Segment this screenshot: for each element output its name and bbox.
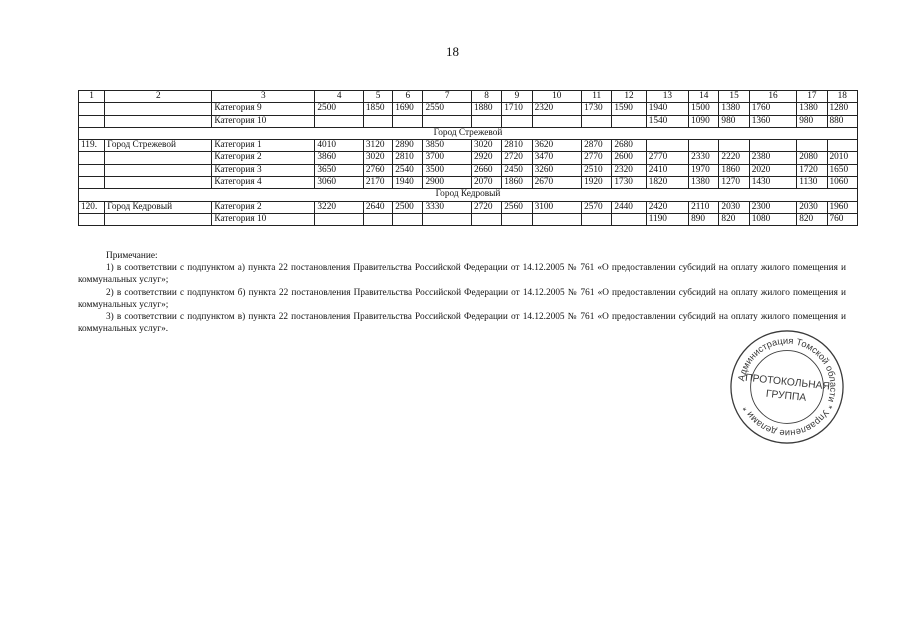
value-cell: 2670 [532, 177, 582, 189]
value-cell: 3220 [315, 201, 363, 213]
value-cell: 2600 [612, 152, 646, 164]
value-cell: 3850 [423, 140, 471, 152]
value-cell: 2320 [612, 164, 646, 176]
value-cell: 1280 [827, 103, 858, 115]
value-cell: 1380 [689, 177, 719, 189]
value-cell: 2500 [315, 103, 363, 115]
category-cell: Категория 4 [212, 177, 315, 189]
row-number-cell: 120. [79, 201, 105, 213]
value-cell: 2410 [646, 164, 688, 176]
value-cell [471, 115, 501, 127]
value-cell: 1130 [797, 177, 827, 189]
value-cell [363, 213, 392, 225]
value-cell: 2810 [393, 152, 423, 164]
value-cell: 1430 [749, 177, 796, 189]
value-cell: 2320 [532, 103, 582, 115]
value-cell: 1850 [363, 103, 392, 115]
value-cell: 2420 [646, 201, 688, 213]
value-cell: 3020 [363, 152, 392, 164]
value-cell: 3860 [315, 152, 363, 164]
note-item-3: 3) в соответствии с подпунктом в) пункта 22 постановления Правительства Российской Федерации от 14.12.2005 № 761 «О предоставлении субсидий на оплату жилого помещения и коммунальных услуг». [78, 312, 846, 335]
column-header-16: 16 [749, 91, 796, 103]
table-row [79, 115, 858, 127]
stamp-center-line-1: ПРОТОКОЛЬНАЯ [744, 372, 831, 393]
value-cell: 2890 [393, 140, 423, 152]
column-header-10: 10 [532, 91, 582, 103]
value-cell: 1690 [393, 103, 423, 115]
category-cell: Категория 2 [212, 201, 315, 213]
column-header-5: 5 [363, 91, 392, 103]
notes-block [78, 250, 846, 335]
value-cell: 2810 [502, 140, 532, 152]
table-row [79, 213, 858, 225]
value-cell: 2030 [797, 201, 827, 213]
value-cell [646, 140, 688, 152]
value-cell [423, 115, 471, 127]
value-cell: 4010 [315, 140, 363, 152]
value-cell: 2770 [582, 152, 612, 164]
row-number-cell [79, 115, 105, 127]
value-cell: 2330 [689, 152, 719, 164]
value-cell [471, 213, 501, 225]
value-cell: 2110 [689, 201, 719, 213]
value-cell: 820 [719, 213, 749, 225]
value-cell: 2900 [423, 177, 471, 189]
value-cell: 2080 [797, 152, 827, 164]
value-cell [719, 140, 749, 152]
value-cell: 2170 [363, 177, 392, 189]
value-cell [423, 213, 471, 225]
table-body [79, 91, 858, 226]
value-cell: 1270 [719, 177, 749, 189]
table-row [79, 140, 858, 152]
value-cell: 3120 [363, 140, 392, 152]
value-cell: 2770 [646, 152, 688, 164]
value-cell: 1190 [646, 213, 688, 225]
value-cell: 2220 [719, 152, 749, 164]
column-header-13: 13 [646, 91, 688, 103]
value-cell: 2720 [471, 201, 501, 213]
table-row [79, 103, 858, 115]
value-cell: 3500 [423, 164, 471, 176]
row-number-cell [79, 152, 105, 164]
value-cell: 2680 [612, 140, 646, 152]
value-cell: 1820 [646, 177, 688, 189]
column-header-7: 7 [423, 91, 471, 103]
table-row [79, 177, 858, 189]
municipality-cell [105, 103, 212, 115]
value-cell: 2030 [719, 201, 749, 213]
value-cell: 2560 [502, 201, 532, 213]
value-cell [502, 213, 532, 225]
table-row [79, 152, 858, 164]
row-number-cell [79, 164, 105, 176]
value-cell: 3650 [315, 164, 363, 176]
value-cell [827, 140, 858, 152]
column-header-3: 3 [212, 91, 315, 103]
value-cell: 3100 [532, 201, 582, 213]
value-cell: 2640 [363, 201, 392, 213]
value-cell: 2870 [582, 140, 612, 152]
municipality-cell [105, 164, 212, 176]
row-number-cell: 119. [79, 140, 105, 152]
value-cell [363, 115, 392, 127]
column-header-11: 11 [582, 91, 612, 103]
value-cell: 1060 [827, 177, 858, 189]
value-cell: 3700 [423, 152, 471, 164]
category-cell: Категория 10 [212, 213, 315, 225]
value-cell [582, 213, 612, 225]
table-row [79, 164, 858, 176]
value-cell: 2570 [582, 201, 612, 213]
column-header-9: 9 [502, 91, 532, 103]
table-row [79, 201, 858, 213]
value-cell: 3470 [532, 152, 582, 164]
category-cell: Категория 1 [212, 140, 315, 152]
value-cell [612, 213, 646, 225]
value-cell [797, 140, 827, 152]
row-number-cell [79, 177, 105, 189]
value-cell: 1920 [582, 177, 612, 189]
value-cell [612, 115, 646, 127]
value-cell: 1380 [719, 103, 749, 115]
value-cell: 2010 [827, 152, 858, 164]
value-cell: 1500 [689, 103, 719, 115]
notes-title: Примечание: [106, 251, 158, 261]
value-cell: 3330 [423, 201, 471, 213]
value-cell: 2720 [502, 152, 532, 164]
row-number-cell [79, 103, 105, 115]
section-heading: Город Стрежевой [79, 127, 858, 139]
value-cell: 3260 [532, 164, 582, 176]
note-item-1: 1) в соответствии с подпунктом а) пункта 22 постановления Правительства Российской Федерации от 14.12.2005 № 761 «О предоставлении субсидий на оплату жилого помещения и коммунальных услуг»; [78, 263, 846, 286]
column-number-header-row [79, 91, 858, 103]
value-cell: 880 [827, 115, 858, 127]
value-cell [689, 140, 719, 152]
value-cell: 1730 [582, 103, 612, 115]
value-cell: 2070 [471, 177, 501, 189]
value-cell: 2020 [749, 164, 796, 176]
value-cell [532, 115, 582, 127]
municipality-cell [105, 213, 212, 225]
value-cell [582, 115, 612, 127]
value-cell: 1720 [797, 164, 827, 176]
value-cell: 1540 [646, 115, 688, 127]
column-header-17: 17 [797, 91, 827, 103]
row-number-cell [79, 213, 105, 225]
category-cell: Категория 9 [212, 103, 315, 115]
value-cell: 980 [719, 115, 749, 127]
value-cell: 2450 [502, 164, 532, 176]
value-cell: 1760 [749, 103, 796, 115]
value-cell: 980 [797, 115, 827, 127]
value-cell: 1360 [749, 115, 796, 127]
municipality-cell [105, 177, 212, 189]
value-cell: 2760 [363, 164, 392, 176]
column-header-2: 2 [105, 91, 212, 103]
column-header-6: 6 [393, 91, 423, 103]
value-cell: 1940 [393, 177, 423, 189]
section-row [79, 127, 858, 139]
value-cell: 1710 [502, 103, 532, 115]
value-cell: 1860 [719, 164, 749, 176]
value-cell: 1730 [612, 177, 646, 189]
value-cell [502, 115, 532, 127]
value-cell: 1080 [749, 213, 796, 225]
value-cell: 1650 [827, 164, 858, 176]
value-cell: 1590 [612, 103, 646, 115]
column-header-12: 12 [612, 91, 646, 103]
section-row [79, 189, 858, 201]
value-cell: 1970 [689, 164, 719, 176]
subsidy-standards-table [78, 90, 858, 226]
stamp-center-line-2: ГРУППА [765, 388, 807, 404]
value-cell [749, 140, 796, 152]
category-cell: Категория 3 [212, 164, 315, 176]
value-cell [315, 213, 363, 225]
value-cell [532, 213, 582, 225]
value-cell: 2380 [749, 152, 796, 164]
value-cell: 890 [689, 213, 719, 225]
value-cell: 3620 [532, 140, 582, 152]
value-cell: 3060 [315, 177, 363, 189]
stamp-ring-text: Администрация Томской области * Управление делами * [736, 335, 839, 439]
municipality-cell: Город Кедровый [105, 201, 212, 213]
official-stamp [728, 328, 846, 446]
value-cell: 760 [827, 213, 858, 225]
note-item-2: 2) в соответствии с подпунктом б) пункта 22 постановления Правительства Российской Федерации от 14.12.2005 № 761 «О предоставлении субсидий на оплату жилого помещения и коммунальных услуг»; [78, 287, 846, 310]
column-header-14: 14 [689, 91, 719, 103]
section-heading: Город Кедровый [79, 189, 858, 201]
municipality-cell: Город Стрежевой [105, 140, 212, 152]
column-header-4: 4 [315, 91, 363, 103]
value-cell [393, 213, 423, 225]
column-header-15: 15 [719, 91, 749, 103]
municipality-cell [105, 115, 212, 127]
value-cell: 1860 [502, 177, 532, 189]
value-cell: 1940 [646, 103, 688, 115]
column-header-1: 1 [79, 91, 105, 103]
value-cell: 2920 [471, 152, 501, 164]
value-cell: 1090 [689, 115, 719, 127]
value-cell: 1380 [797, 103, 827, 115]
page-number: 18 [446, 44, 459, 59]
column-header-8: 8 [471, 91, 501, 103]
value-cell: 820 [797, 213, 827, 225]
category-cell: Категория 2 [212, 152, 315, 164]
value-cell: 2440 [612, 201, 646, 213]
value-cell: 1880 [471, 103, 501, 115]
value-cell: 2550 [423, 103, 471, 115]
value-cell [393, 115, 423, 127]
category-cell: Категория 10 [212, 115, 315, 127]
value-cell: 1960 [827, 201, 858, 213]
municipality-cell [105, 152, 212, 164]
value-cell [315, 115, 363, 127]
column-header-18: 18 [827, 91, 858, 103]
value-cell: 3020 [471, 140, 501, 152]
value-cell: 2660 [471, 164, 501, 176]
value-cell: 2300 [749, 201, 796, 213]
value-cell: 2540 [393, 164, 423, 176]
value-cell: 2510 [582, 164, 612, 176]
value-cell: 2500 [393, 201, 423, 213]
